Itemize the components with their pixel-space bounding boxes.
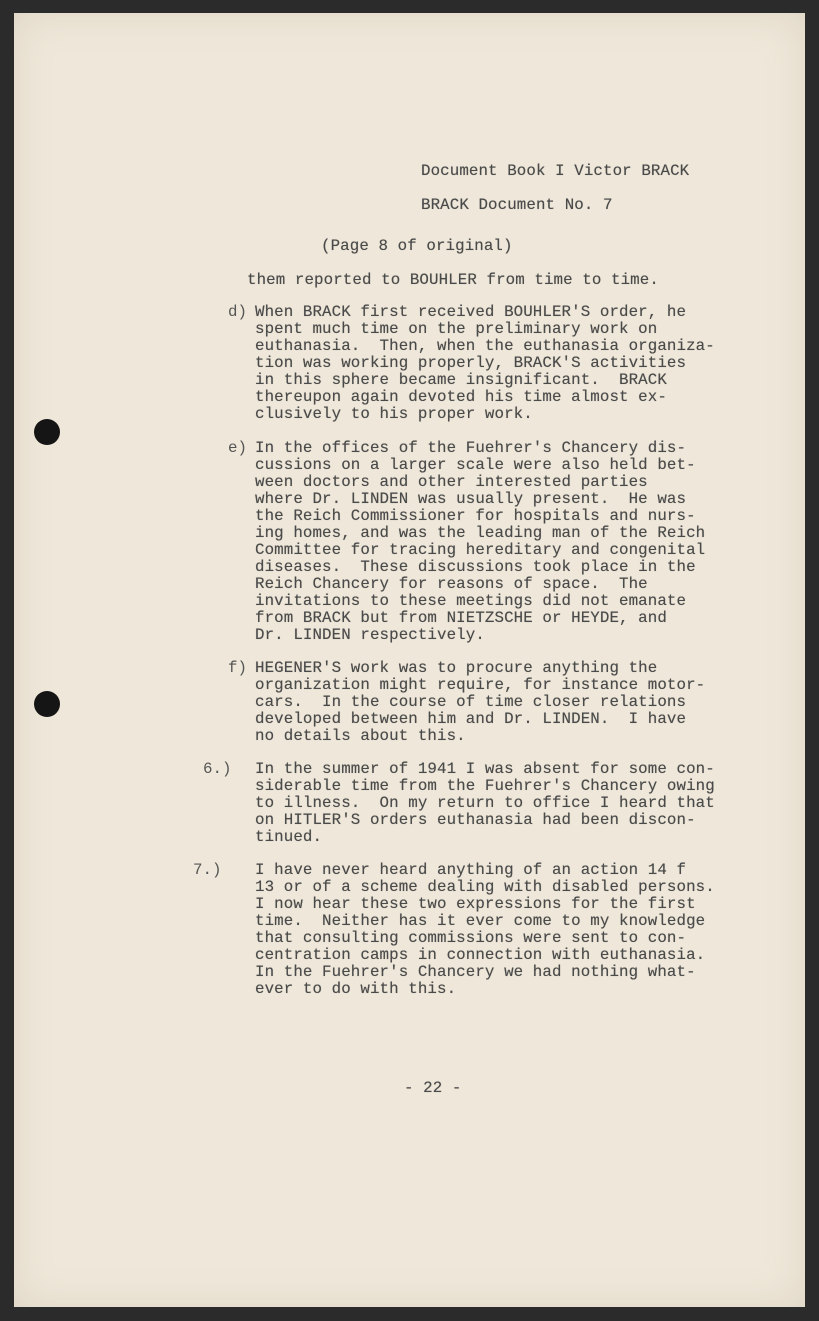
paragraph-line: organization might require, for instance motor-: [255, 676, 706, 694]
paragraph-line: ever to do with this.: [255, 980, 457, 998]
paragraph-line: time. Neither has it ever come to my knowledge: [255, 912, 706, 930]
paragraph-line: euthanasia. Then, when the euthanasia organiza-: [255, 337, 715, 355]
item-marker: 6.): [203, 760, 232, 778]
paragraph-line: invitations to these meetings did not emanate: [255, 592, 687, 610]
item-marker: e): [228, 439, 247, 457]
paragraph-line: the Reich Commissioner for hospitals and nurs-: [255, 507, 696, 525]
paragraph-line: Committee for tracing hereditary and congenital: [255, 541, 706, 559]
paragraph-line: ween doctors and other interested parties: [255, 473, 648, 491]
item-marker: 7.): [193, 861, 222, 879]
binder-hole-top: [34, 419, 60, 445]
paragraph-line: tion was working properly, BRACK'S activities: [255, 354, 687, 372]
paragraph-line: In the Fuehrer's Chancery we had nothing what-: [255, 963, 696, 981]
paragraph-e: [255, 440, 705, 644]
paragraph-line: HEGENER'S work was to procure anything the: [255, 659, 658, 677]
paragraph-line: thereupon again devoted his time almost ex-: [255, 388, 667, 406]
paragraph-line: clusively to his proper work.: [255, 405, 533, 423]
paragraph-line: no details about this.: [255, 727, 466, 745]
paragraph-line: centration camps in connection with euthanasia.: [255, 946, 706, 964]
document-book-line: Document Book I Victor BRACK: [421, 162, 690, 180]
paragraph-line: siderable time from the Fuehrer's Chancery owing: [255, 777, 715, 795]
paragraph-line: where Dr. LINDEN was usually present. He was: [255, 490, 687, 508]
paragraph-d: [255, 304, 715, 423]
paragraph-line: diseases. These discussions took place in the: [255, 558, 696, 576]
paragraph-line: In the summer of 1941 I was absent for some con-: [255, 760, 715, 778]
continuation-line: them reported to BOUHLER from time to time.: [247, 271, 659, 289]
paragraph-line: 13 or of a scheme dealing with disabled persons.: [255, 878, 715, 896]
paragraph-line: tinued.: [255, 828, 323, 846]
item-marker: d): [228, 303, 247, 321]
paragraph-line: In the offices of the Fuehrer's Chancery dis-: [255, 439, 687, 457]
paragraph-line: cars. In the course of time closer relations: [255, 693, 687, 711]
paragraph-line: from BRACK but from NIETZSCHE or HEYDE, and: [255, 609, 667, 627]
paragraph-line: I now hear these two expressions for the first: [255, 895, 696, 913]
paragraph-line: to illness. On my return to office I heard that: [255, 794, 715, 812]
page-number: - 22 -: [404, 1079, 462, 1097]
paragraph-line: cussions on a larger scale were also held bet-: [255, 456, 696, 474]
paragraph-line: Dr. LINDEN respectively.: [255, 626, 485, 644]
document-number-line: BRACK Document No. 7: [421, 196, 613, 214]
paragraph-6: [255, 761, 715, 846]
paragraph-line: developed between him and Dr. LINDEN. I have: [255, 710, 687, 728]
paragraph-line: Reich Chancery for reasons of space. The: [255, 575, 648, 593]
paragraph-line: When BRACK first received BOUHLER'S order, he: [255, 303, 687, 321]
paragraph-line: I have never heard anything of an action 14 f: [255, 861, 687, 879]
paragraph-line: that consulting commissions were sent to con-: [255, 929, 687, 947]
paragraph-line: ing homes, and was the leading man of the Reich: [255, 524, 706, 542]
paragraph-line: in this sphere became insignificant. BRACK: [255, 371, 667, 389]
paragraph-line: spent much time on the preliminary work on: [255, 320, 658, 338]
paragraph-line: on HITLER'S orders euthanasia had been discon-: [255, 811, 696, 829]
binder-hole-bottom: [34, 691, 60, 717]
paragraph-f: [255, 660, 705, 745]
page-reference: (Page 8 of original): [321, 237, 513, 255]
item-marker: f): [228, 659, 247, 677]
paragraph-7: [255, 862, 715, 998]
